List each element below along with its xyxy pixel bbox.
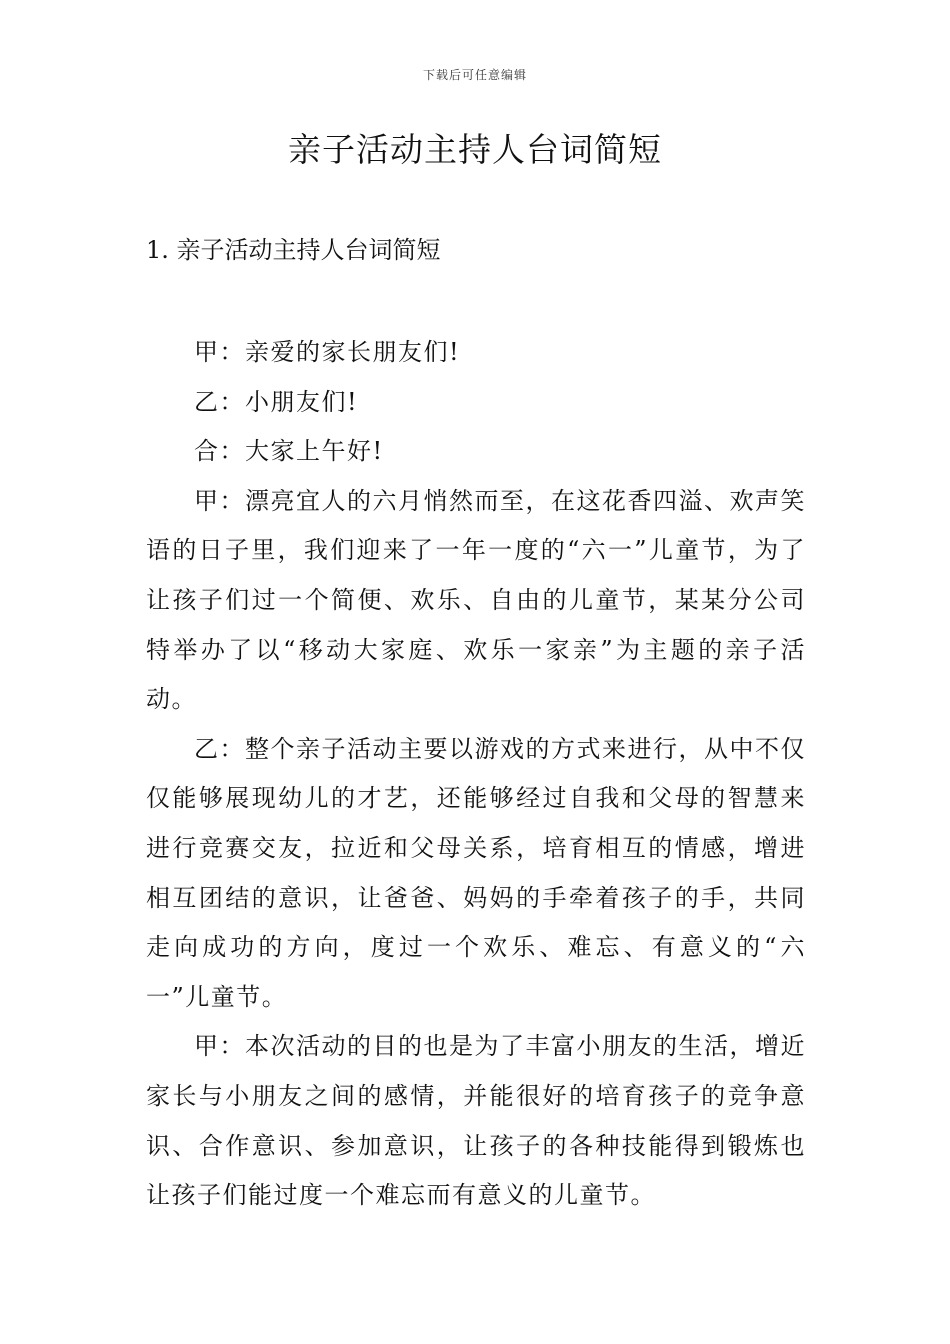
document-title: 亲子活动主持人台词简短: [288, 130, 662, 169]
dialogue-paragraph: 甲：本次活动的目的也是为了丰富小朋友的生活，增近家长与小朋友之间的感情，并能很好的培育孩子的竞争意识、合作意识、参加意识，让孩子的各种技能得到锻炼也让孩子们能过度一个难忘而有意义的儿童节。: [146, 1032, 806, 1210]
dialogue-paragraph: 甲：漂亮宜人的六月悄然而至，在这花香四溢、欢声笑语的日子里，我们迎来了一年一度的“六一”儿童节，为了让孩子们过一个简便、欢乐、自由的儿童节，某某分公司特举办了以“移动大家庭、欢乐一家亲”为主题的亲子活动。: [146, 486, 806, 714]
section-heading: 1. 亲子活动主持人台词简短: [146, 236, 441, 264]
dialogue-line: 合：大家上午好!: [194, 437, 384, 466]
header-note: 下载后可任意编辑: [422, 68, 527, 82]
document-body: [146, 328, 806, 1221]
dialogue-paragraph: 乙：整个亲子活动主要以游戏的方式来进行，从中不仅仅能够展现幼儿的才艺，还能够经过自我和父母的智慧来进行竞赛交友，拉近和父母关系，培育相互的情感，增进相互团结的意识，让爸爸、妈妈的手牵着孩子的手，共同走向成功的方向，度过一个欢乐、难忘、有意义的“六一”儿童节。: [146, 734, 806, 1011]
dialogue-line: 乙：小朋友们!: [194, 387, 359, 416]
dialogue-line: 甲：亲爱的家长朋友们!: [194, 338, 461, 366]
